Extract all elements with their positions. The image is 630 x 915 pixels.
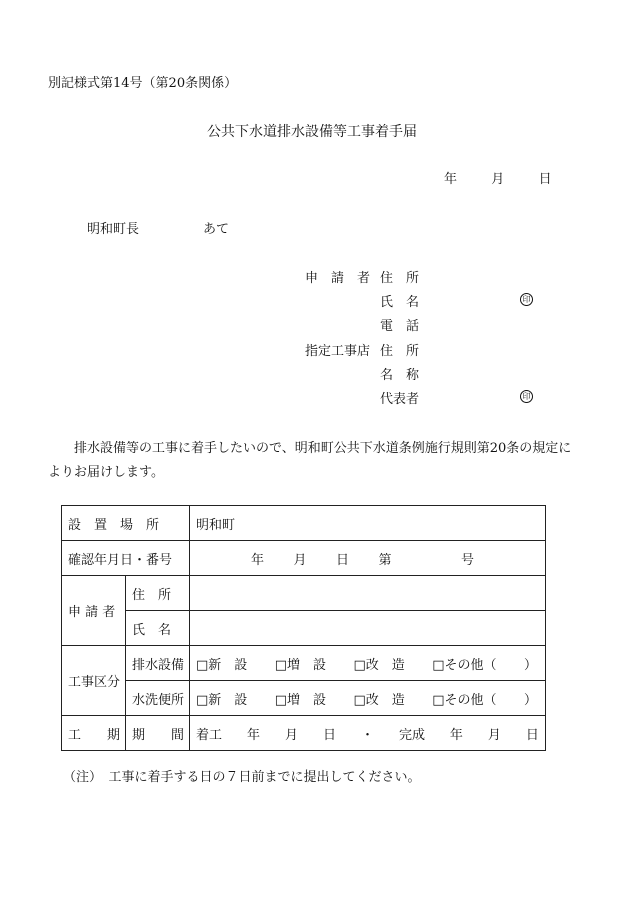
location-label-cell: 設 置 場 所 [62, 506, 190, 541]
contractor-name-label: 名 称 [380, 368, 420, 383]
option-other[interactable]: □その他（ [432, 657, 497, 673]
location-value-cell[interactable]: 明和町 [190, 506, 546, 541]
option-remodel[interactable]: □改 造 [353, 692, 405, 708]
date-day: 日 [538, 172, 552, 187]
date-month: 月 [491, 172, 505, 187]
address-value-cell[interactable] [190, 576, 546, 611]
confirm-label-cell: 確認年月日・番号 [62, 541, 190, 576]
row-period [62, 716, 546, 751]
row-drainage [62, 646, 546, 681]
option-new[interactable]: □新 設 [196, 692, 248, 708]
name-label-cell: 氏 名 [126, 611, 190, 646]
row-applicant-name [62, 611, 546, 646]
body-text-line2: よりお届けします。 [48, 465, 164, 480]
period-label-cell: 工 期 [62, 716, 126, 751]
applicant-label: 申 請 者 [305, 271, 371, 286]
drainage-options-cell[interactable] [190, 646, 546, 681]
row-toilet [62, 681, 546, 716]
contractor-label: 指定工事店 [305, 344, 371, 359]
date-line [444, 168, 552, 187]
document-title: 公共下水道排水設備等工事着手届 [207, 124, 417, 140]
row-confirmation [62, 541, 546, 576]
toilet-label-cell: 水洗便所 [126, 681, 190, 716]
option-remodel[interactable]: □改 造 [353, 657, 405, 673]
seal-mark: 印 [520, 291, 533, 306]
applicant-name-label: 氏 名 [380, 295, 420, 310]
option-other[interactable]: □その他（ [432, 692, 497, 708]
addressee-suffix: あて [203, 222, 230, 237]
contractor-address-label: 住 所 [380, 344, 420, 359]
row-applicant-address [62, 576, 546, 611]
addressee-name: 明和町長 [87, 222, 140, 237]
option-extend[interactable]: □増 設 [274, 657, 327, 673]
option-extend[interactable]: □増 設 [274, 692, 327, 708]
name-value-cell[interactable] [190, 611, 546, 646]
period-sub-label-cell: 期 間 [126, 716, 190, 751]
work-type-label-cell: 工事区分 [62, 646, 126, 716]
form-reference: 別記様式第14号（第20条関係） [48, 76, 238, 91]
row-location [62, 506, 546, 541]
confirm-value-cell[interactable]: 年 月 日 第 号 [190, 541, 546, 576]
drainage-label-cell: 排水設備 [126, 646, 190, 681]
option-new[interactable]: □新 設 [196, 657, 248, 673]
representative-label: 代表者 [380, 392, 420, 407]
address-label-cell: 住 所 [126, 576, 190, 611]
toilet-options-cell[interactable] [190, 681, 546, 716]
footnote: （注） 工事に着手する日の７日前までに提出してください。 [63, 770, 421, 785]
application-table [61, 505, 546, 751]
period-value-cell[interactable]: 着工 年 月 日 ・ 完成 年 月 日 [190, 716, 546, 751]
date-year: 年 [444, 172, 458, 187]
seal-mark-representative: 印 [520, 388, 533, 403]
applicant-label-cell: 申 請 者 [62, 576, 126, 646]
applicant-address-label: 住 所 [380, 271, 420, 286]
body-text-line1: 排水設備等の工事に着手したいので、明和町公共下水道条例施行規則第20条の規定に [74, 441, 572, 456]
option-other-close: ） [523, 657, 537, 673]
applicant-phone-label: 電 話 [380, 319, 420, 334]
option-other-close: ） [523, 692, 537, 708]
